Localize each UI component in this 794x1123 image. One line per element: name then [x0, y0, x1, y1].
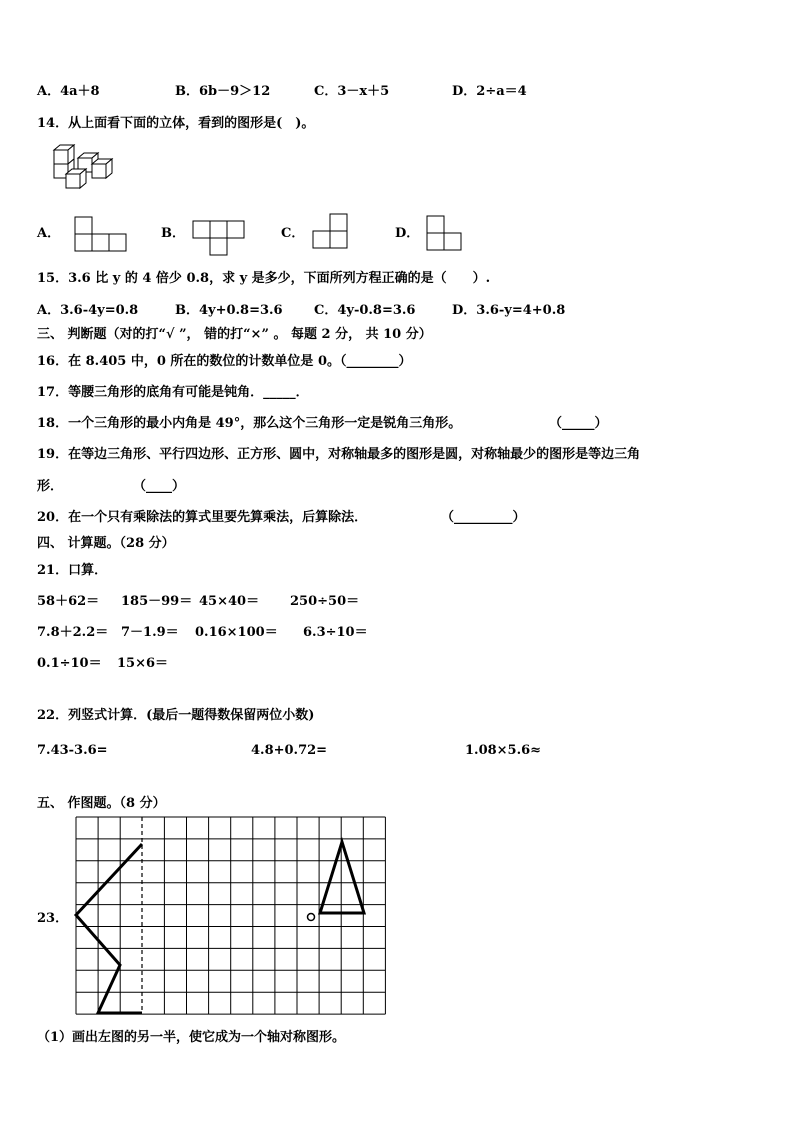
q20: 20．在一个只有乘除法的算式里要先算乘法，后算除法．: [37, 510, 368, 525]
q21-stem: 21．口算．: [37, 563, 108, 578]
q14-label-b: B．: [161, 226, 185, 241]
q21-item: 58＋62＝: [37, 594, 100, 609]
q19-blank: （____）: [133, 479, 186, 494]
q21-item: 0.16×100＝: [195, 625, 278, 640]
triangle-shape: [320, 842, 364, 913]
q17: 17．等腰三角形的底角有可能是钝角．_____．: [37, 385, 309, 400]
section3-title: 三、 判断题（对的打“√ ”， 错的打“×” 。 每题 2 分， 共 10 分）: [37, 327, 432, 342]
q15-option-d: D．3.6-y=4+0.8: [452, 303, 566, 318]
q21-item: 45×40＝: [199, 594, 260, 609]
section4-title: 四、 计算题。（28 分）: [37, 536, 175, 551]
half-figure: [76, 844, 142, 1013]
q21-item: 6.3÷10＝: [303, 625, 368, 640]
q21-item: 7.8＋2.2＝: [37, 625, 109, 640]
q13-option-b: B．6b－9＞12: [175, 84, 271, 99]
q20-blank: （_________）: [441, 510, 526, 525]
q19-line2: 形．: [37, 479, 64, 494]
q22-item-1: 7.43-3.6=: [37, 743, 108, 758]
section5-title: 五、 作图题。（8 分）: [37, 796, 166, 811]
q22-item-3: 1.08×5.6≈: [465, 743, 542, 758]
q14-option-d-shape: [426, 215, 464, 253]
q13-option-a: A．4a＋8: [37, 84, 100, 99]
q13-option-d: D．2÷a＝4: [452, 84, 527, 99]
q23-part1: （1）画出左图的另一半，使它成为一个轴对称图形。: [37, 1030, 346, 1045]
q14-label-c: C．: [281, 226, 305, 241]
q14-option-b-shape: [192, 220, 248, 256]
q21-item: 7－1.9＝: [121, 625, 179, 640]
q13-option-c: C．3－x＋5: [314, 84, 390, 99]
q21-item: 250÷50＝: [290, 594, 360, 609]
q14-stem: 14．从上面看下面的立体，看到的图形是( )。: [37, 116, 315, 131]
q21-item: 0.1÷10＝: [37, 656, 102, 671]
q14-label-a: A．: [37, 226, 61, 241]
q23-number: 23．: [37, 911, 69, 926]
point-o: [308, 914, 315, 921]
q15-option-c: C．4y-0.8=3.6: [314, 303, 416, 318]
q15-stem: 15．3.6 比 y 的 4 倍少 0.8，求 y 是多少，下面所列方程正确的是（ ）.: [37, 271, 491, 286]
q14-label-d: D．: [395, 226, 420, 241]
q15-option-b: B．4y+0.8=3.6: [175, 303, 283, 318]
q16: 16．在 8.405 中，0 所在的数位的计数单位是 0。（________）: [37, 354, 412, 369]
q18: 18．一个三角形的最小内角是 49°，那么这个三角形一定是锐角三角形。: [37, 416, 462, 431]
q15-option-a: A．3.6-4y=0.8: [37, 303, 139, 318]
q21-item: 15×6＝: [117, 656, 169, 671]
q22-item-2: 4.8+0.72=: [251, 743, 328, 758]
q14-option-a-shape: [74, 216, 130, 252]
q18-blank: （_____）: [549, 416, 608, 431]
solid-figure: [48, 144, 120, 196]
q22-stem: 22．列竖式计算．(最后一题得数保留两位小数): [37, 708, 315, 723]
q19-line1: 19．在等边三角形、平行四边形、正方形、圆中，对称轴最多的图形是圆，对称轴最少的图形是等边三角: [37, 447, 641, 462]
q21-item: 185－99＝: [121, 594, 193, 609]
drawing-grid: [73, 816, 393, 1018]
q14-option-c-shape: [312, 213, 350, 251]
